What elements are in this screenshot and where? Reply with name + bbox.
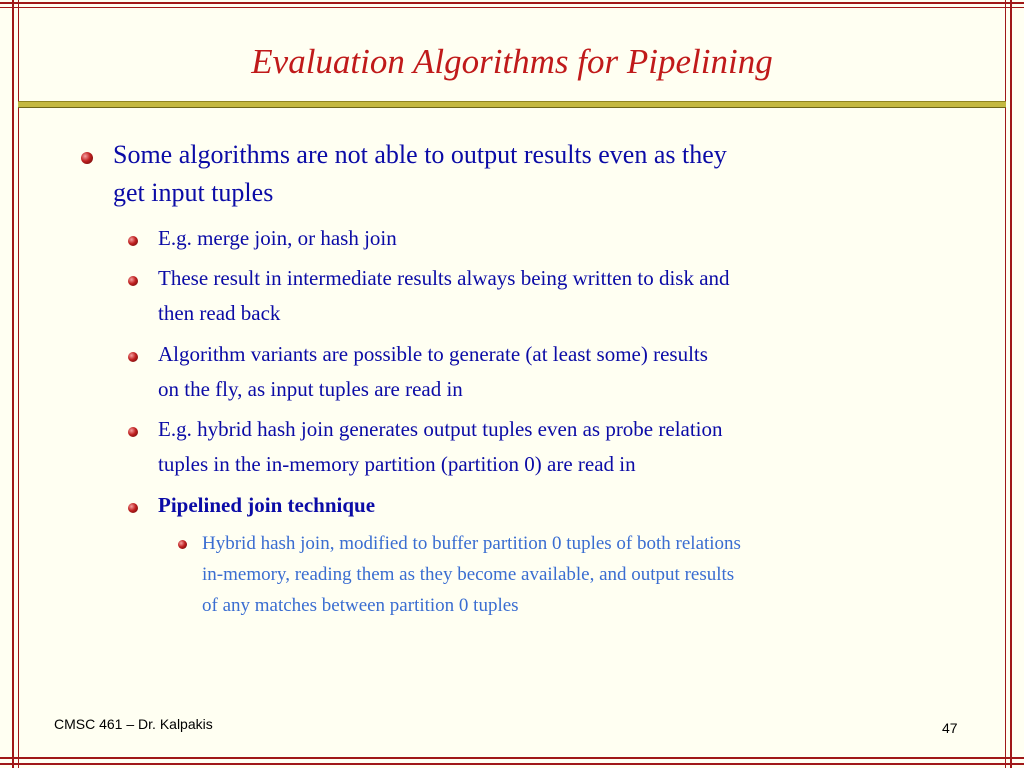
bullet-7-line-3: of any matches between partition 0 tuples [202, 595, 519, 616]
bullet-icon [128, 427, 138, 437]
bullet-icon [81, 152, 93, 164]
bullet-icon [178, 540, 187, 549]
title-divider [18, 101, 1006, 108]
bullet-3-line-1: These result in intermediate results always being written to disk and [158, 266, 730, 290]
border-bottom-outer [0, 763, 1024, 765]
bullet-4-line-1: Algorithm variants are possible to generate (at least some) results [158, 342, 708, 366]
slide-title: Evaluation Algorithms for Pipelining [251, 42, 773, 81]
bullet-4-line-2: on the fly, as input tuples are read in [158, 377, 463, 401]
bullet-text-3 [158, 261, 730, 331]
bullet-text-5 [158, 412, 723, 482]
border-top-outer [0, 2, 1024, 4]
footer-course-label: CMSC 461 – Dr. Kalpakis [54, 716, 213, 732]
border-bottom-inner [0, 757, 1024, 759]
bullet-text-1 [113, 136, 727, 212]
bullet-1-line-1: Some algorithms are not able to output results even as they [113, 140, 727, 169]
bullet-icon [128, 236, 138, 246]
bullet-7-line-2: in-memory, reading them as they become available, and output results [202, 564, 735, 585]
bullet-text-4 [158, 337, 708, 407]
bullet-icon [128, 503, 138, 513]
bullet-2-line-1: E.g. merge join, or hash join [158, 226, 397, 250]
border-left-inner [18, 0, 19, 768]
bullet-text-7 [202, 528, 741, 621]
bullet-7-line-1: Hybrid hash join, modified to buffer partition 0 tuples of both relations [202, 533, 741, 554]
border-right-outer [1010, 0, 1012, 768]
bullet-5-line-2: tuples in the in-memory partition (partition 0) are read in [158, 452, 636, 476]
bullet-5-line-1: E.g. hybrid hash join generates output tuples even as probe relation [158, 417, 723, 441]
bullet-text-2 [158, 221, 397, 256]
border-right-inner [1005, 0, 1006, 768]
bullet-icon [128, 352, 138, 362]
border-left-outer [12, 0, 14, 768]
bullet-text-6 [158, 488, 375, 523]
bullet-1-line-2: get input tuples [113, 178, 274, 207]
bullet-3-line-2: then read back [158, 301, 281, 325]
border-top-inner [0, 7, 1024, 8]
page-number: 47 [942, 720, 958, 736]
bullet-6-line-1: Pipelined join technique [158, 493, 376, 517]
bullet-icon [128, 276, 138, 286]
